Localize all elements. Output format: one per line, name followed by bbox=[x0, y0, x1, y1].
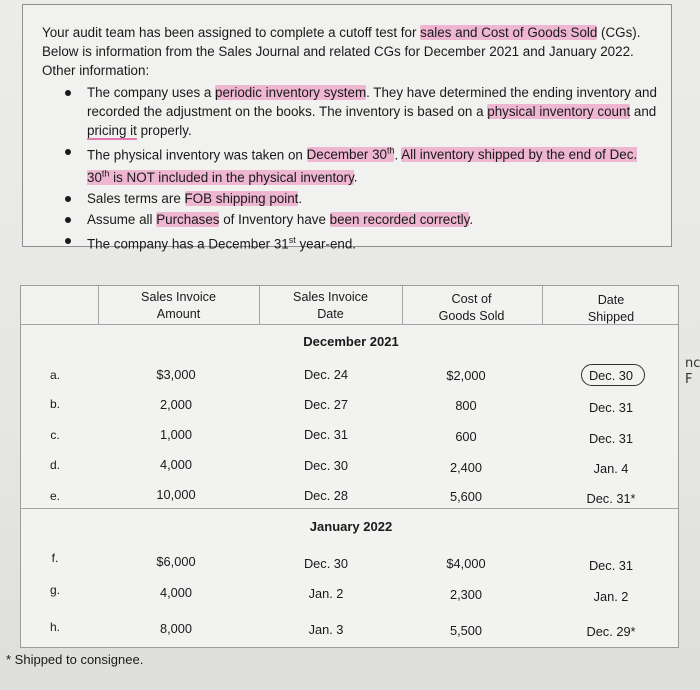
bullet-item: The company has a December 31st year-end. bbox=[61, 231, 661, 253]
row-shipped: Dec. 31 bbox=[588, 558, 634, 573]
row-cogs: 2,300 bbox=[449, 587, 483, 602]
row-shipped: Dec. 31 bbox=[588, 400, 634, 415]
header-amount: Sales Invoice Amount bbox=[141, 290, 216, 321]
bullet-dot bbox=[65, 217, 71, 223]
column-divider bbox=[542, 286, 543, 324]
row-shipped: Dec. 31 bbox=[588, 431, 634, 446]
row-shipped: Jan. 2 bbox=[593, 589, 629, 604]
row-letter: e. bbox=[49, 489, 60, 503]
margin-handwriting: nc F bbox=[685, 356, 700, 387]
row-shipped: Dec. 30 bbox=[588, 368, 634, 383]
row-letter: g. bbox=[49, 583, 60, 597]
row-date: Dec. 30 bbox=[303, 556, 349, 571]
intro-text-end: (CGs). bbox=[597, 25, 641, 40]
bullet-dot bbox=[65, 238, 71, 244]
info-bullet-list bbox=[61, 83, 661, 255]
row-date: Dec. 30 bbox=[303, 458, 349, 473]
bullet-item: Sales terms are FOB shipping point. bbox=[61, 189, 661, 208]
intro-paragraph bbox=[42, 23, 667, 80]
intro-highlight: sales and Cost of Goods Sold bbox=[420, 25, 598, 40]
header-date: Sales Invoice Date bbox=[293, 290, 368, 321]
row-date: Dec. 28 bbox=[303, 488, 349, 503]
row-amount: 8,000 bbox=[159, 621, 193, 636]
row-date: Dec. 31 bbox=[303, 427, 349, 442]
bullet-item: The physical inventory was taken on December 30th. All inventory shipped by the end of Dec. 30th is NOT included in the physical inventory. bbox=[61, 142, 661, 187]
column-divider bbox=[402, 286, 403, 324]
row-cogs: 5,600 bbox=[449, 489, 483, 504]
column-divider bbox=[259, 286, 260, 324]
instructions-box bbox=[22, 4, 672, 252]
row-amount: 1,000 bbox=[159, 427, 193, 442]
header-shipped: Date Shipped bbox=[587, 293, 635, 324]
row-shipped: Jan. 4 bbox=[593, 461, 629, 476]
footnote: * Shipped to consignee. bbox=[6, 652, 144, 667]
row-shipped: Dec. 31* bbox=[586, 491, 636, 506]
column-divider bbox=[98, 286, 99, 324]
bullet-item: Assume all Purchases of Inventory have been recorded correctly. bbox=[61, 210, 661, 229]
row-cogs: $4,000 bbox=[446, 556, 486, 571]
cutoff-table bbox=[20, 285, 679, 648]
row-letter: a. bbox=[49, 368, 60, 382]
row-letter: d. bbox=[49, 458, 60, 472]
row-cogs: 600 bbox=[455, 429, 477, 444]
row-cogs: 800 bbox=[455, 398, 477, 413]
section-december-2021: December 2021 bbox=[303, 334, 399, 349]
row-amount: 4,000 bbox=[159, 585, 193, 600]
bullet-dot bbox=[65, 149, 71, 155]
row-date: Dec. 27 bbox=[303, 397, 349, 412]
row-letter: f. bbox=[51, 551, 59, 565]
intro-line-2: Below is information from the Sales Journal and related CGs for December 2021 and January 2022. bbox=[42, 44, 634, 59]
bullet-dot bbox=[65, 196, 71, 202]
row-letter: b. bbox=[49, 397, 60, 411]
row-date: Jan. 3 bbox=[308, 622, 344, 637]
row-amount: 4,000 bbox=[159, 457, 193, 472]
row-cogs: $2,000 bbox=[446, 368, 486, 383]
intro-line-3: Other information: bbox=[42, 63, 150, 78]
row-cogs: 2,400 bbox=[449, 460, 483, 475]
section-january-2022: January 2022 bbox=[309, 519, 393, 534]
bullet-dot bbox=[65, 90, 71, 96]
row-shipped: Dec. 29* bbox=[586, 624, 636, 639]
intro-text: Your audit team has been assigned to complete a cutoff test for bbox=[42, 25, 421, 40]
row-letter: c. bbox=[50, 428, 60, 442]
row-amount: 2,000 bbox=[159, 397, 193, 412]
row-amount: 10,000 bbox=[156, 487, 196, 502]
row-cogs: 5,500 bbox=[449, 623, 483, 638]
section-divider bbox=[21, 508, 678, 509]
row-date: Jan. 2 bbox=[308, 586, 344, 601]
header-cogs: Cost of Goods Sold bbox=[438, 292, 505, 323]
bullet-item: The company uses a periodic inventory system. They have determined the ending inventory and recorded the adjustment on the books. The inventory is based on a physical inventory count and pricing it properly. bbox=[61, 83, 661, 140]
row-amount: $6,000 bbox=[156, 554, 196, 569]
row-letter: h. bbox=[49, 620, 60, 634]
row-amount: $3,000 bbox=[156, 367, 196, 382]
row-date: Dec. 24 bbox=[303, 367, 349, 382]
